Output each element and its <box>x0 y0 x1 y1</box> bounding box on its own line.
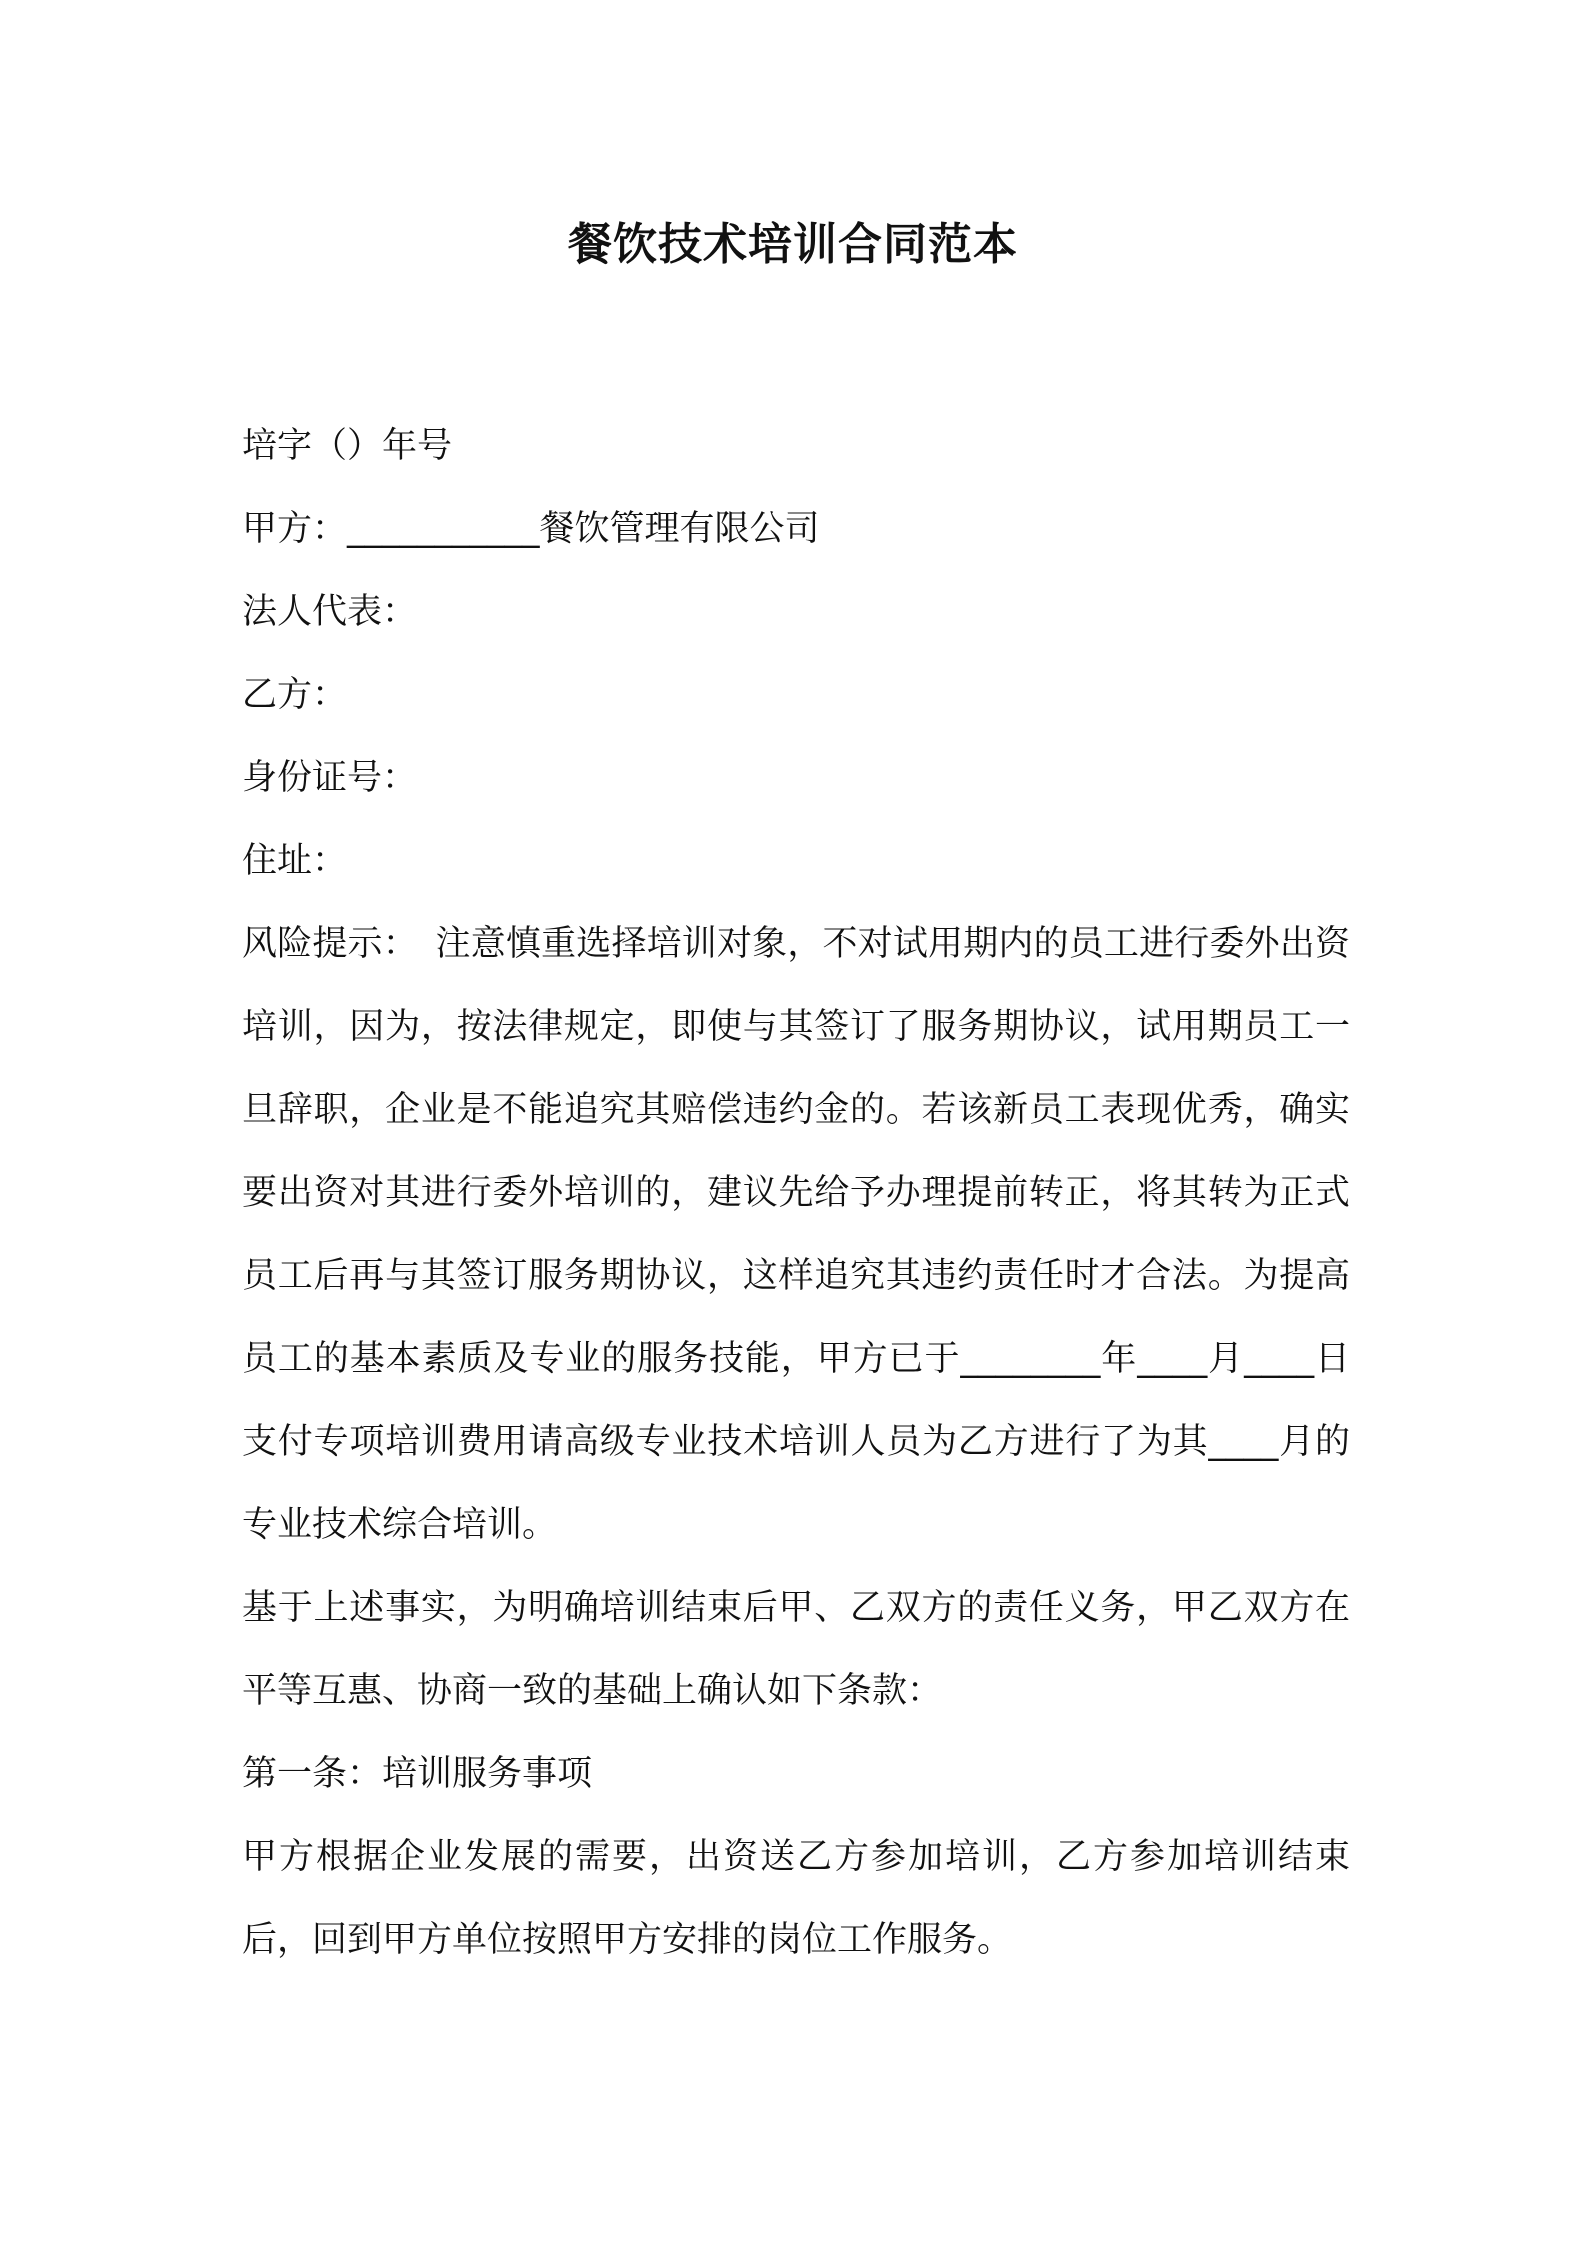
article-1-paragraph: 甲方根据企业发展的需要，出资送乙方参加培训，乙方参加培训结束后，回到甲方单位按照甲方安排的岗位工作服务。 <box>242 1837 1350 1960</box>
article-1-title: 第一条：培训服务事项 <box>242 1754 593 1794</box>
contract-number-line: 培字（）年号 <box>242 426 453 466</box>
risk-warning-paragraph: 风险提示： 注意慎重选择培训对象，不对试用期内的员工进行委外出资培训，因为，按法律规定，即使与其签订了服务期协议，试用期员工一旦辞职，企业是不能追究其赔偿违约金的。若该新员工表现优秀，确实要出资对其进行委外培训的，建议先给予办理提前转正，将其转为正式员工后再与其签订服务期协议，这样追究其违约责任时才合法。为提高员工的基本素质及专业的服务技能，甲方已于________年____月____日支付专项培训费用请高级专业技术培训人员为乙方进行了为其____月的专业技术综合培训。 <box>242 924 1350 1545</box>
document-title: 餐饮技术培训合同范本 <box>568 219 1018 270</box>
document-body <box>242 405 1350 1982</box>
id-number-line: 身份证号： <box>242 758 418 798</box>
address-line: 住址： <box>242 841 348 881</box>
basis-paragraph: 基于上述事实，为明确培训结束后甲、乙双方的责任义务，甲乙双方在平等互惠、协商一致的基础上确认如下条款： <box>242 1588 1350 1711</box>
party-b-line: 乙方： <box>242 675 348 715</box>
legal-representative-line: 法人代表： <box>242 592 418 632</box>
party-a-line: 甲方：___________餐饮管理有限公司 <box>242 509 820 549</box>
